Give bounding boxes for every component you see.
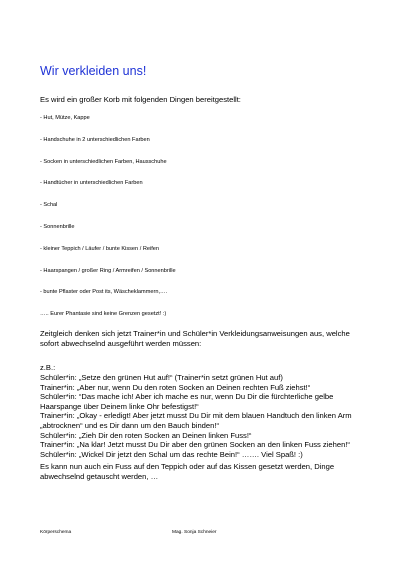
footer-author: Mag. Sonja Schneier bbox=[172, 530, 217, 535]
item-list bbox=[40, 116, 176, 334]
dialogue-line: Trainer*in: „Okay - erledigt! Aber jetzt musst Du Dir mit dem blauen Handtuch den linken Arm „abtrocknen“ und es Dir dann um den Bauch binden!“ bbox=[40, 411, 352, 430]
example-heading: z.B.: bbox=[40, 363, 56, 372]
list-item: - Schal bbox=[40, 202, 58, 209]
dialogue-line: Schüler*in: „Zieh Dir den roten Socken an Deinen linken Fuss!“ bbox=[40, 430, 252, 440]
list-item: - kleiner Teppich / Läufer / bunte Kissen / Reifen bbox=[40, 245, 159, 252]
list-item: - Haarspangen / großer Ring / Armreifen / Sonnenbrille bbox=[40, 267, 176, 274]
dialogue-list bbox=[40, 373, 370, 459]
dialogue-line: Schüler*in: „Wickel Dir jetzt den Schal um das rechte Bein!“ ……. Viel Spaß! :) bbox=[40, 449, 303, 459]
footer-left: Körperschema bbox=[40, 530, 72, 535]
list-item: - Handschuhe in 2 unterschiedlichen Farben bbox=[40, 136, 150, 143]
dialogue-line: Trainer*in: „Na klar! Jetzt musst Du Dir aber den grünen Socken an den linken Fuss ziehen!“ bbox=[40, 440, 350, 450]
page-title: Wir verkleiden uns! bbox=[40, 64, 147, 78]
list-item: - bunte Pflaster oder Post its, Wäscheklammern,…. bbox=[40, 289, 168, 296]
dialogue-line: Trainer*in: „Aber nur, wenn Du den roten Socken an Deinen rechten Fuß ziehst!“ bbox=[40, 382, 311, 392]
list-item: - Sonnenbrille bbox=[40, 223, 75, 230]
list-item: - Socken in unterschiedlichen Farben, Hausschuhe bbox=[40, 158, 167, 165]
list-item: - Hut, Mütze, Kappe bbox=[40, 115, 90, 121]
paragraph-closing: Es kann nun auch ein Fuss auf den Teppich oder auf das Kissen gesetzt werden, Dinge abwechselnd getauscht werden, … bbox=[40, 462, 335, 481]
dialogue-line: Schüler*in: „Setze den grünen Hut auf!“ (Trainer*in setzt grünen Hut auf) bbox=[40, 373, 283, 382]
intro-text: Es wird ein großer Korb mit folgenden Dingen bereitgestellt: bbox=[40, 95, 241, 104]
dialogue-line: Schüler*in: “Das mache ich! Aber ich mache es nur, wenn Du Dir die fürchterliche gelbe Haarspange über Deinem linke Ohr befestigst!“ bbox=[40, 392, 334, 411]
paragraph-instructions: Zeitgleich denken sich jetzt Trainer*in und Schüler*in Verkleidungsanweisungen aus, welche sofort abwechselnd ausgeführt werden müssen: bbox=[40, 329, 350, 348]
list-item: - Handtücher in unterschiedlichen Farben bbox=[40, 180, 143, 187]
list-item: ….. Eurer Phantasie sind keine Grenzen gesetzt! :) bbox=[40, 311, 167, 318]
